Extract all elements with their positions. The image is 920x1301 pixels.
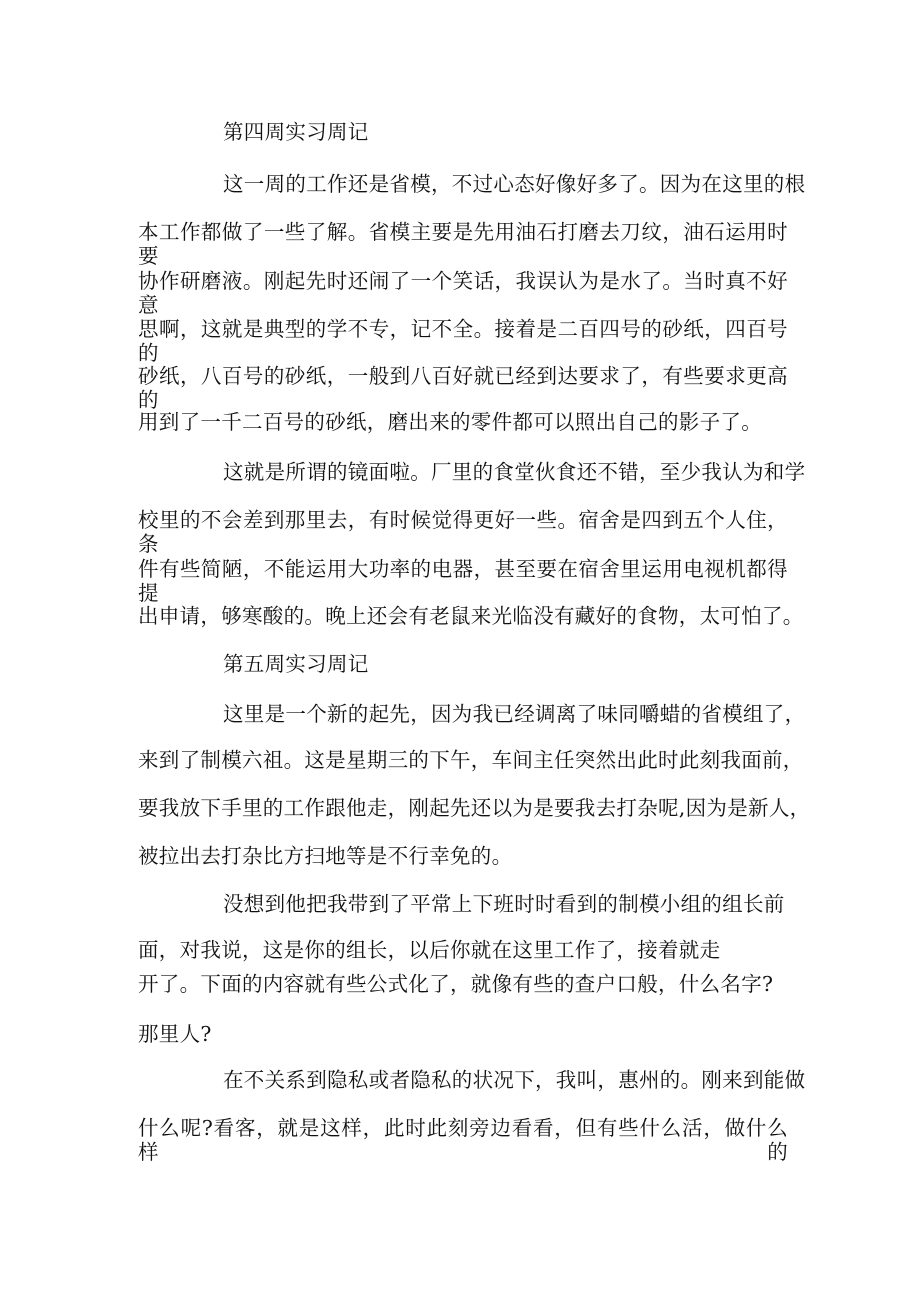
heading-week-four: 第四周实习周记 bbox=[223, 120, 369, 144]
text-line: 被拉出去打杂比方扫地等是不行幸免的。 bbox=[138, 844, 513, 868]
text-line: 什么呢?看客，就是这样，此时此刻旁边看看，但有些什么活，做什么样的 bbox=[138, 1116, 788, 1164]
text-line: 校里的不会差到那里去，有时候觉得更好一些。宿舍是四到五个人住，条 bbox=[138, 508, 788, 556]
heading-week-five: 第五周实习周记 bbox=[223, 652, 369, 676]
text-line: 出申请，够寒酸的。晚上还会有老鼠来光临没有藏好的食物，太可怕了。 bbox=[138, 604, 804, 628]
text-line: 本工作都做了一些了解。省模主要是先用油石打磨去刀纹，油石运用时要 bbox=[138, 220, 788, 268]
text-line: 面，对我说，这是你的组长，以后你就在这里工作了，接着就走 bbox=[138, 938, 721, 962]
text-line: 来到了制模六祖。这是星期三的下午，车间主任突然出此时此刻我面前， bbox=[138, 748, 804, 772]
text-line: 这一周的工作还是省模，不过心态好像好多了。因为在这里的根 bbox=[223, 172, 806, 196]
text-line: 这就是所谓的镜面啦。厂里的食堂伙食还不错，至少我认为和学 bbox=[223, 460, 806, 484]
text-line: 在不关系到隐私或者隐私的状况下，我叫，惠州的。刚来到能做 bbox=[223, 1068, 806, 1092]
text-line: 砂纸，八百号的砂纸，一般到八百好就已经到达要求了，有些要求更高的 bbox=[138, 364, 788, 412]
text-line: 思啊，这就是典型的学不专，记不全。接着是二百四号的砂纸，四百号的 bbox=[138, 317, 788, 365]
text-line: 协作研磨液。刚起先时还闹了一个笑话，我误认为是水了。当时真不好意 bbox=[138, 269, 788, 317]
text-line: 用到了一千二百号的砂纸，磨出来的零件都可以照出自己的影子了。 bbox=[138, 410, 762, 434]
text-line: 那里人? bbox=[138, 1022, 212, 1046]
text-line: 开了。下面的内容就有些公式化了，就像有些的查户口般，什么名字? bbox=[138, 972, 774, 996]
text-line: 这里是一个新的起先，因为我已经调离了味同嚼蜡的省模组了， bbox=[223, 702, 806, 726]
text-line: 要我放下手里的工作跟他走，刚起先还以为是要我去打杂呢,因为是新人， bbox=[138, 796, 811, 820]
text-line: 没想到他把我带到了平常上下班时时看到的制模小组的组长前 bbox=[223, 892, 785, 916]
text-line: 件有些简陋，不能运用大功率的电器，甚至要在宿舍里运用电视机都得提 bbox=[138, 557, 788, 605]
